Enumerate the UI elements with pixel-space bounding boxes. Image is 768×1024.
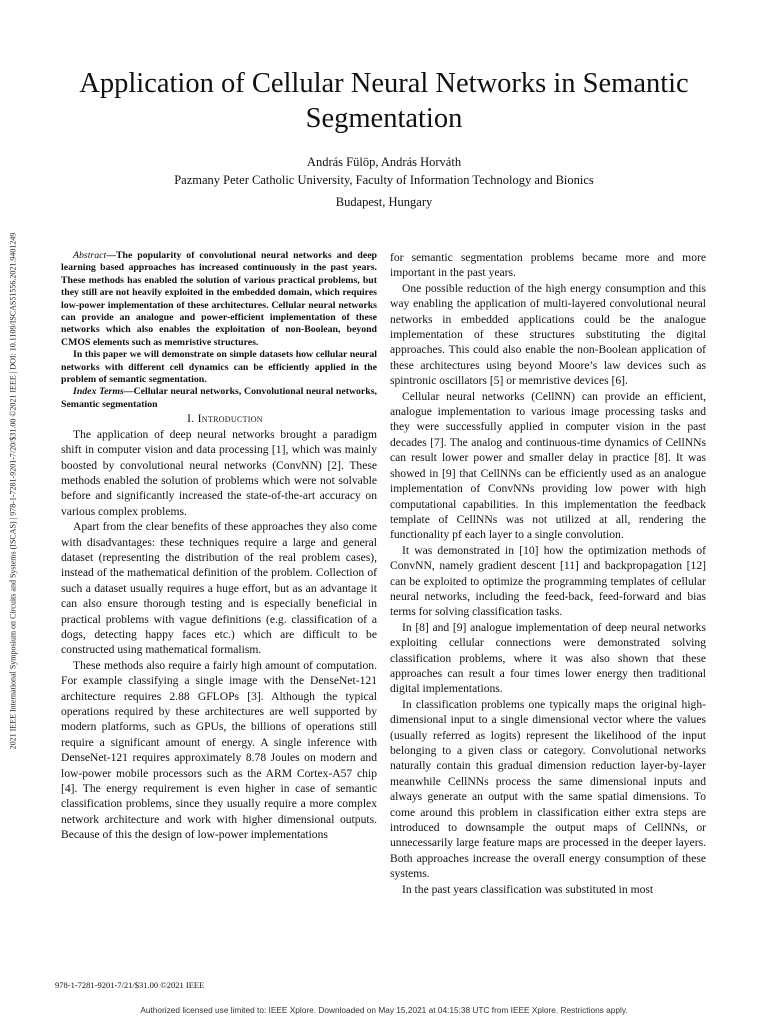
side-publication-note <box>2 176 24 806</box>
index-terms <box>61 386 377 411</box>
paper-affiliation: Pazmany Peter Catholic University, Faculty of Information Technology and Bionics <box>174 173 594 187</box>
body-paragraph: In classification problems one typically maps the original high-dimensional input to a single dimensional vector where the values (usually referred as logits) represent the likelihood of the input belonging to a given class or category. Convolutional networks naturally contain this gradual dimension reduction layer-by-layer meanwhile CellNNs process the same dimensional inputs and always generate an output with the same spatial dimensions. To come around this problem in classification either extra steps are introduced to downsample the output maps of CellNNs, or unnecessarily large feature maps are processed in the deeper layers. Both approaches increase the overall energy consumption of these systems. <box>390 697 706 881</box>
abstract-label: Abstract <box>73 250 107 261</box>
left-column <box>61 250 377 843</box>
section-heading-introduction: I. Introduction <box>187 412 263 426</box>
abstract-paragraph <box>61 250 377 349</box>
body-paragraph: It was demonstrated in [10] how the optimization methods of ConvNN, namely gradient descent [11] and backpropagation [12] can be exploited to optimize the programming templates of cellular neural networks, including the feed-back, feed-forward and bias terms for solving classification tasks. <box>390 543 706 619</box>
body-paragraph: One possible reduction of the high energy consumption and this way enabling the application of multi-layered convolutional neural networks in embedded applications could be the analogue implementation of these structures substituting the digital approaches. This could also enable the non-Boolean application of these architectures using beyond Moore’s law devices such as spintronic oscillators [5] or memristive devices [6]. <box>390 281 706 388</box>
abstract-paragraph-2: In this paper we will demonstrate on simple datasets how cellular neural networks with different cell dynamics can be efficiently applied in the problem of semantic segmentation. <box>61 349 377 386</box>
paper-location: Budapest, Hungary <box>335 195 433 209</box>
body-paragraph: Cellular neural networks (CellNN) can provide an efficient, analogue implementation to various image processing tasks and they were successfully applied in computer vision in the past decades [7]. The analog and continuous-time dynamics of CellNNs can result lower power and smaller delay in practice [8]. It was showed in [9] that CellNNs can be efficiently used as an analogue implementation of ConvNNs providing low power with high computational capabilities. In this implementation the feedback template of CellNNs was not utilized at all, rendering the functionality pf each layer to a single convolution. <box>390 389 706 542</box>
license-notice: Authorized licensed use limited to: IEEE Xplore. Downloaded on May 15,2021 at 04:15:38 UTC from IEEE Xplore. Restrictions apply. <box>140 1005 628 1015</box>
copyright-footer: 978-1-7281-9201-7/21/$31.00 ©2021 IEEE <box>55 980 205 990</box>
side-note-text: 2021 IEEE International Symposium on Circuits and Systems (ISCAS) | 978-1-7281-9201-7/20/$31.00 ©2021 IEEE | DOI: 10.1109/ISCAS51556.2021.9401249 <box>8 232 18 750</box>
body-paragraph: for semantic segmentation problems became more and more important in the past years. <box>390 251 706 280</box>
body-paragraph: Apart from the clear benefits of these approaches they also come with disadvantages: these techniques require a large and general dataset (representing the distribution of the real problem cases), instead of the mathematical definition of the problem. Collection of such a dataset usually requires a huge effort, but as an advantage it can also ensure thorough testing and is especially beneficial in practical problems with vague definitions (e.g. classification of a dogs, detecting happy faces etc.) which are difficult to be constructed using mathematical formalism. <box>61 520 377 657</box>
index-terms-label: Index Terms <box>73 386 124 398</box>
index-terms-text: —Cellular neural networks, Convolutional neural networks, Semantic segmentation <box>61 386 377 410</box>
abstract-block <box>61 250 377 411</box>
paper-authors: András Fülöp, András Horváth <box>306 155 462 169</box>
paper-title: Application of Cellular Neural Networks in Semantic Segmentation <box>79 68 689 134</box>
body-paragraph: These methods also require a fairly high amount of computation. For example classifying a single image with the DenseNet-121 architecture requires 2.88 GFLOPs [3]. Although the typical operations required by these architectures are well supported by modern platforms, such as GPUs, the billions of operations still require a significant amount of energy. A single inference with DenseNet-121 requires approximately 8.78 Joules on modern and low-power mobile processors such as the ARM Cortex-A57 chip [4]. The energy requirement is even higher in case of semantic classification problems, since they usually require a more complex network architecture and work with higher dimensional outputs. Because of this the design of low-power implementations <box>61 658 377 842</box>
body-paragraph: In the past years classification was substituted in most <box>402 882 654 896</box>
body-paragraph: In [8] and [9] analogue implementation of deep neural networks exploiting cellular connections were demonstrated solving classification problems, where it was also shown that these approaches can result a four times lower energy then traditional digital implementations. <box>390 620 706 696</box>
right-column <box>390 250 706 897</box>
body-paragraph: The application of deep neural networks brought a paradigm shift in computer vision and data processing [1], which was mainly boosted by convolutional neural networks (ConvNN) [2]. These methods enabled the solution of problems which were not solvable before and significantly increased the state-of-the-art accuracy on various complex problems. <box>61 427 377 518</box>
abstract-text: —The popularity of convolutional neural networks and deep learning based approaches has increased continuously in the past years. These methods has enabled the solution of various practical problems, but they still are not heavily exploited in the embedded domain, which requires low-power implementation of these architectures. Cellular neural networks can provide an analogue and power-efficient implementation of these networks which also enables the exploitation of non-Boolean, beyond CMOS elements such as memristive structures. <box>61 250 377 348</box>
